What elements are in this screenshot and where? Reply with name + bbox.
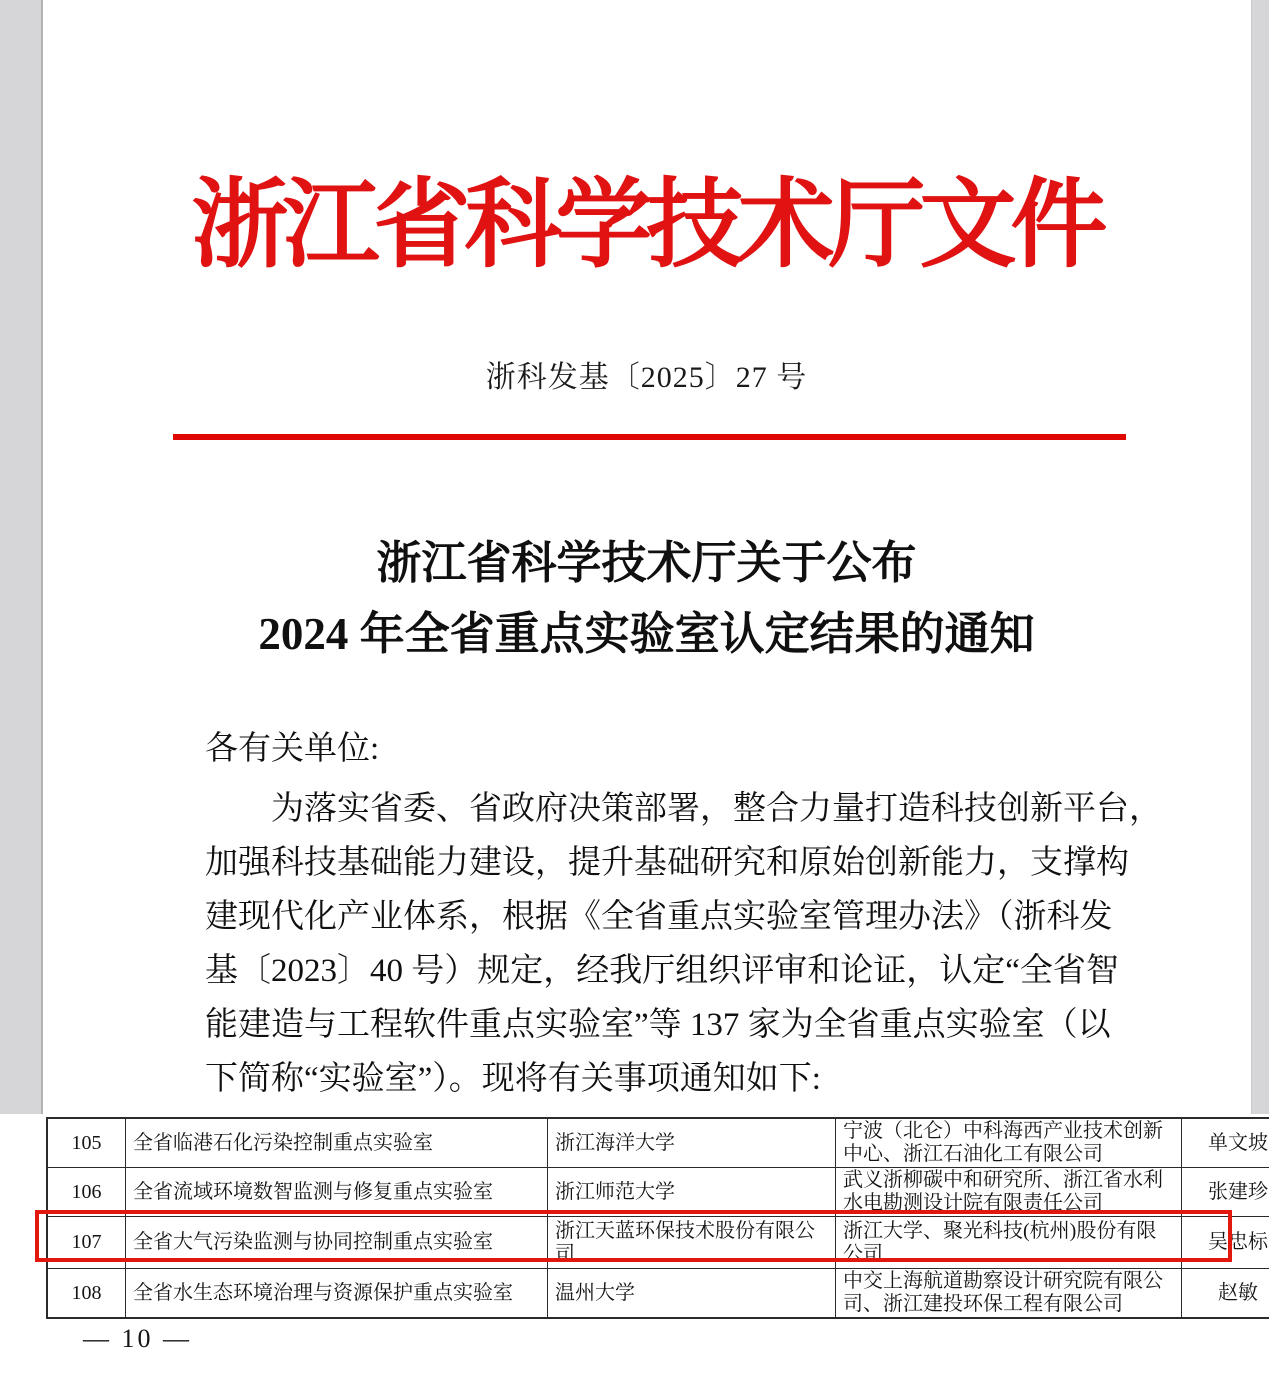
row-number-cell: 107 [47,1217,126,1269]
institution-cell: 浙江天蓝环保技术股份有限公司 [548,1217,836,1269]
partners-cell: 浙江大学、聚光科技(杭州)股份有限公司 [836,1217,1182,1269]
red-separator-rule [173,434,1126,440]
institution-cell: 浙江师范大学 [548,1168,836,1217]
table-row [47,1269,1269,1319]
lab-name-cell: 全省临港石化污染控制重点实验室 [126,1118,548,1168]
notice-title [43,528,1250,670]
director-cell: 赵敏 [1182,1269,1269,1319]
page-margin-right [1251,0,1269,1114]
page-number: — 10 — [83,1324,192,1353]
director-cell: 单文坡 [1182,1118,1269,1168]
body-line: 能建造与工程软件重点实验室”等 137 家为全省重点实验室（以 [205,1007,1111,1043]
institution-cell: 温州大学 [548,1269,836,1319]
institution-cell: 浙江海洋大学 [548,1118,836,1168]
letterhead-title: 浙江省科学技术厅文件 [191,172,1102,279]
lab-name-cell: 全省流域环境数智监测与修复重点实验室 [126,1168,548,1217]
table-row [47,1118,1269,1168]
body-line: 加强科技基础能力建设，提升基础研究和原始创新能力，支撑构 [205,845,1129,881]
director-cell: 张建珍 [1182,1168,1269,1217]
director-cell: 吴忠标 [1182,1217,1269,1269]
partners-cell: 武义浙柳碳中和研究所、浙江省水利水电勘测设计院有限责任公司 [836,1168,1182,1217]
body-line: 基〔2023〕40 号）规定，经我厅组织评审和论证，认定“全省智 [205,953,1119,989]
highlight-box [35,1210,1232,1262]
partners-cell: 中交上海航道勘察设计研究院有限公司、浙江建投环保工程有限公司 [836,1269,1182,1319]
row-number-cell: 106 [47,1168,126,1217]
body-paragraph [205,782,1162,1106]
page-margin-left [0,0,43,1114]
notice-title-line1: 浙江省科学技术厅关于公布 [376,538,917,588]
lab-name-cell: 全省大气污染监测与协同控制重点实验室 [126,1217,548,1269]
row-number-cell: 108 [47,1269,126,1319]
body-line: 为落实省委、省政府决策部署，整合力量打造科技创新平台， [271,791,1162,827]
doc-reference-number: 浙科发基〔2025〕27 号 [485,361,808,394]
body-line: 下简称“实验室”）。现将有关事项通知如下: [205,1061,821,1097]
notice-title-line2: 2024 年全省重点实验室认定结果的通知 [258,609,1035,659]
partners-cell: 宁波（北仑）中科海西产业技术创新中心、浙江石油化工有限公司 [836,1118,1182,1168]
salutation: 各有关单位: [205,731,380,767]
body-line: 建现代化产业体系，根据《全省重点实验室管理办法》（浙科发 [205,899,1113,935]
lab-name-cell: 全省水生态环境治理与资源保护重点实验室 [126,1269,548,1319]
row-number-cell: 105 [47,1118,126,1168]
